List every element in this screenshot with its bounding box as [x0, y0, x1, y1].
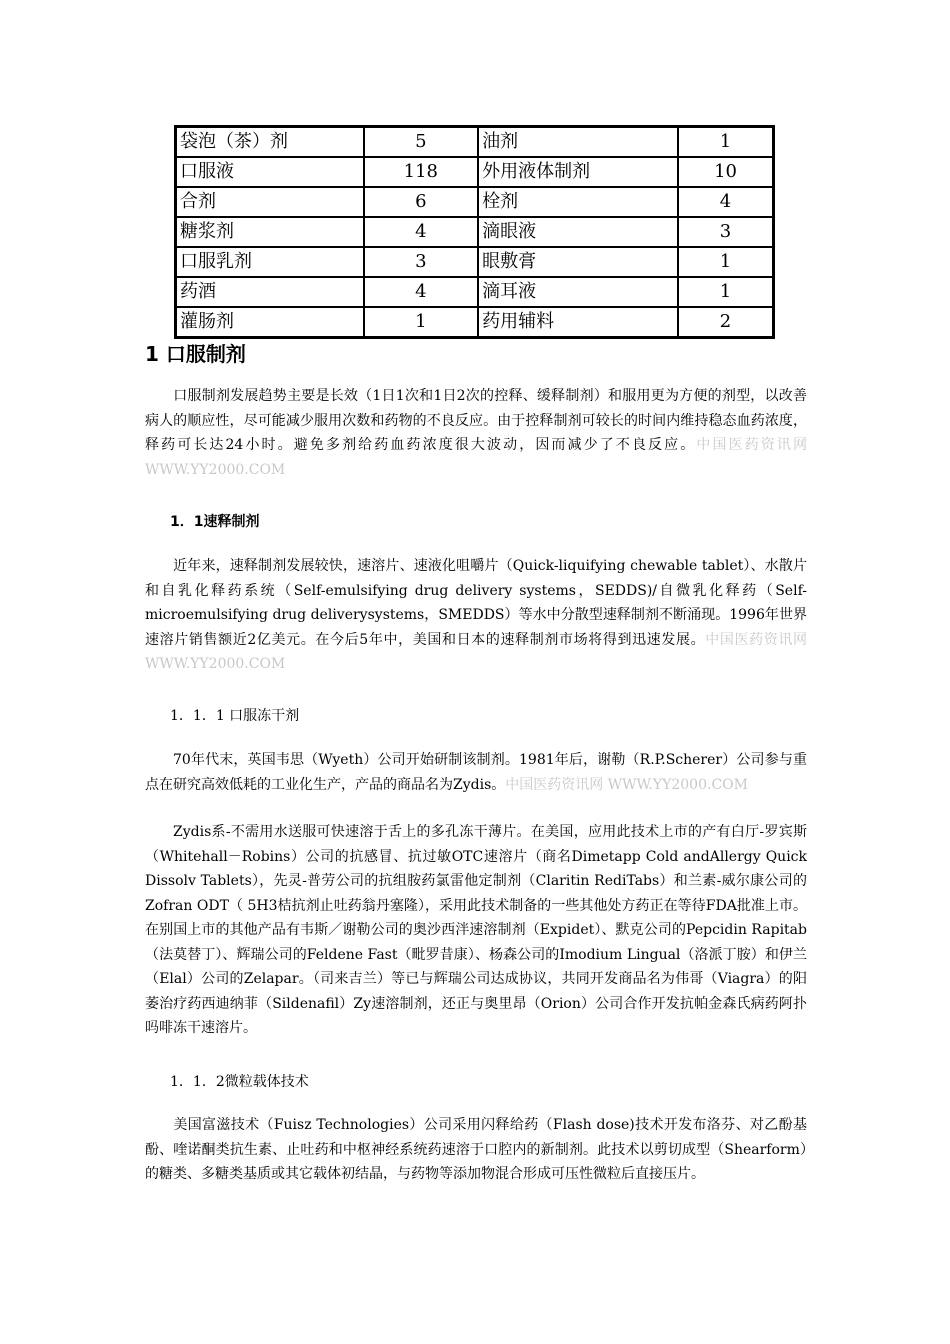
table-cell-count: 1 — [678, 277, 773, 307]
table-cell-form-name: 糖浆剂 — [176, 217, 364, 247]
table-row — [176, 187, 773, 217]
table-cell-count: 3 — [364, 247, 479, 277]
table-cell-form-name: 油剂 — [478, 127, 678, 157]
table-cell-count: 1 — [364, 307, 479, 337]
table-cell-count: 2 — [678, 307, 773, 337]
subsection-heading-oral-lyophilized: 1．1．1 口服冻干剂 — [170, 708, 300, 724]
table-cell-form-name: 滴眼液 — [478, 217, 678, 247]
paragraph-text: 口服制剂发展趋势主要是长效（1日1次和1日2次的控释、缓释制剂）和服用更为方便的剂型，以改善病人的顺应性，尽可能减少服用次数和药物的不良反应。由于控释制剂可较长的时间内维持稳态血药浓度，释药可长达24小时。避免多剂给药血药浓度很大波动，因而减少了不良反应。 — [145, 388, 807, 453]
table-cell-form-name: 口服乳剂 — [176, 247, 364, 277]
table-cell-count: 1 — [678, 127, 773, 157]
table-cell-form-name: 滴耳液 — [478, 277, 678, 307]
table-cell-form-name: 外用液体制剂 — [478, 157, 678, 187]
subsection-heading-microparticle-carrier: 1．1．2微粒载体技术 — [170, 1074, 309, 1090]
table-row — [176, 217, 773, 247]
table-row — [176, 127, 773, 157]
table-cell-count: 4 — [364, 277, 479, 307]
table-cell-form-name: 袋泡（茶）剂 — [176, 127, 364, 157]
watermark-text: 中国医药资讯网 WWW.YY2000.COM — [145, 437, 808, 478]
table-cell-form-name: 口服液 — [176, 157, 364, 187]
table-cell-count: 5 — [364, 127, 479, 157]
table-cell-count: 6 — [364, 187, 479, 217]
paragraph-text: Zydis系-不需用水送服可快速溶于舌上的多孔冻干薄片。在美国，应用此技术上市的产有白厅-罗宾斯（Whitehall－Robins）公司的抗感冒、抗过敏OTC速溶片（商名Dimetapp Cold andAllergy Quick Dissolv Tablets），先灵-普劳公司的抗组胺药氯雷他定制剂（Claritin RediTabs）和兰素-威尔康公司的Zofran ODT（ 5H3桔抗剂止吐药翁丹塞隆），采用此技术制备的一些其他处方药正在等待FDA批准上市。在别国上市的其他产品有韦斯／谢勒公司的奥沙西泮速溶制剂（Expidet）、默克公司的Pepcidin Rapitab（法莫替丁）、辉瑞公司的Feldene Fast（毗罗昔康）、杨森公司的Imodium Lingual（洛派丁胺）和伊兰（Elal）公司的Zelapar。（司来吉兰）等已与辉瑞公司达成协议，共同开发商品名为伟哥（Viagra）的阳萎治疗药西迪纳菲（Sildenafil）Zy速溶制剂，还正与奥里昂（Orion）公司合作开发抗帕金森氏病药阿扑吗啡冻干速溶片。 — [145, 824, 807, 1036]
table-cell-form-name: 灌肠剂 — [176, 307, 364, 337]
table-cell-count: 4 — [364, 217, 479, 247]
section-paragraph — [145, 748, 807, 797]
table-cell-count: 1 — [678, 247, 773, 277]
section-paragraph — [145, 554, 807, 677]
section-paragraph — [145, 820, 807, 1041]
table-cell-count: 118 — [364, 157, 479, 187]
table-row — [176, 157, 773, 187]
watermark-text: 中国医药资讯网 WWW.YY2000.COM — [145, 631, 808, 672]
table-cell-form-name: 药用辅料 — [478, 307, 678, 337]
table-cell-form-name: 栓剂 — [478, 187, 678, 217]
table-cell-form-name: 合剂 — [176, 187, 364, 217]
table-cell-count: 4 — [678, 187, 773, 217]
dosage-form-table — [174, 125, 775, 339]
table-cell-form-name: 眼敷膏 — [478, 247, 678, 277]
section-paragraph — [145, 1113, 807, 1187]
paragraph-text: 近年来，速释制剂发展较快，速溶片、速液化咀嚼片（Quick-liquifying chewable tablet）、水散片和自乳化释药系统（Self-emulsifying drug delivery systems，SEDDS)/自微乳化释药（Self-microemulsifying drug deliverysystems，SMEDDS）等水中分散型速释制剂不断涌现。1996年世界速溶片销售额近2亿美元。在今后5年中，美国和日本的速释制剂市场将得到迅速发展。 — [145, 558, 807, 648]
paragraph-text: 70年代末，英国韦思（Wyeth）公司开始研制该制剂。1981年后，谢勒（R.P.Scherer）公司参与重点在研究高效低耗的工业化生产，产品的商品名为Zydis。 — [145, 752, 807, 793]
table-row — [176, 307, 773, 337]
table-row — [176, 277, 773, 307]
table-cell-count: 3 — [678, 217, 773, 247]
watermark-text: 中国医药资讯网 WWW.YY2000.COM — [505, 776, 748, 793]
table-cell-form-name: 药酒 — [176, 277, 364, 307]
table-row — [176, 247, 773, 277]
paragraph-text: 美国富滋技术（Fuisz Technologies）公司采用闪释给药（Flash dose)技术开发布洛芬、对乙酚基酚、喹诺酮类抗生素、止吐药和中枢神经系统药速溶于口腔内的新制剂。此技术以剪切成型（Shearform）的糖类、多糖类基质或其它载体初结晶，与药物等添加物混合形成可压性微粒后直接压片。 — [145, 1117, 807, 1182]
section-heading-oral-preparations: 1 口服制剂 — [145, 342, 246, 366]
table-cell-count: 10 — [678, 157, 773, 187]
subsection-heading-quick-release: 1．1速释制剂 — [170, 514, 260, 530]
section-paragraph — [145, 384, 807, 482]
